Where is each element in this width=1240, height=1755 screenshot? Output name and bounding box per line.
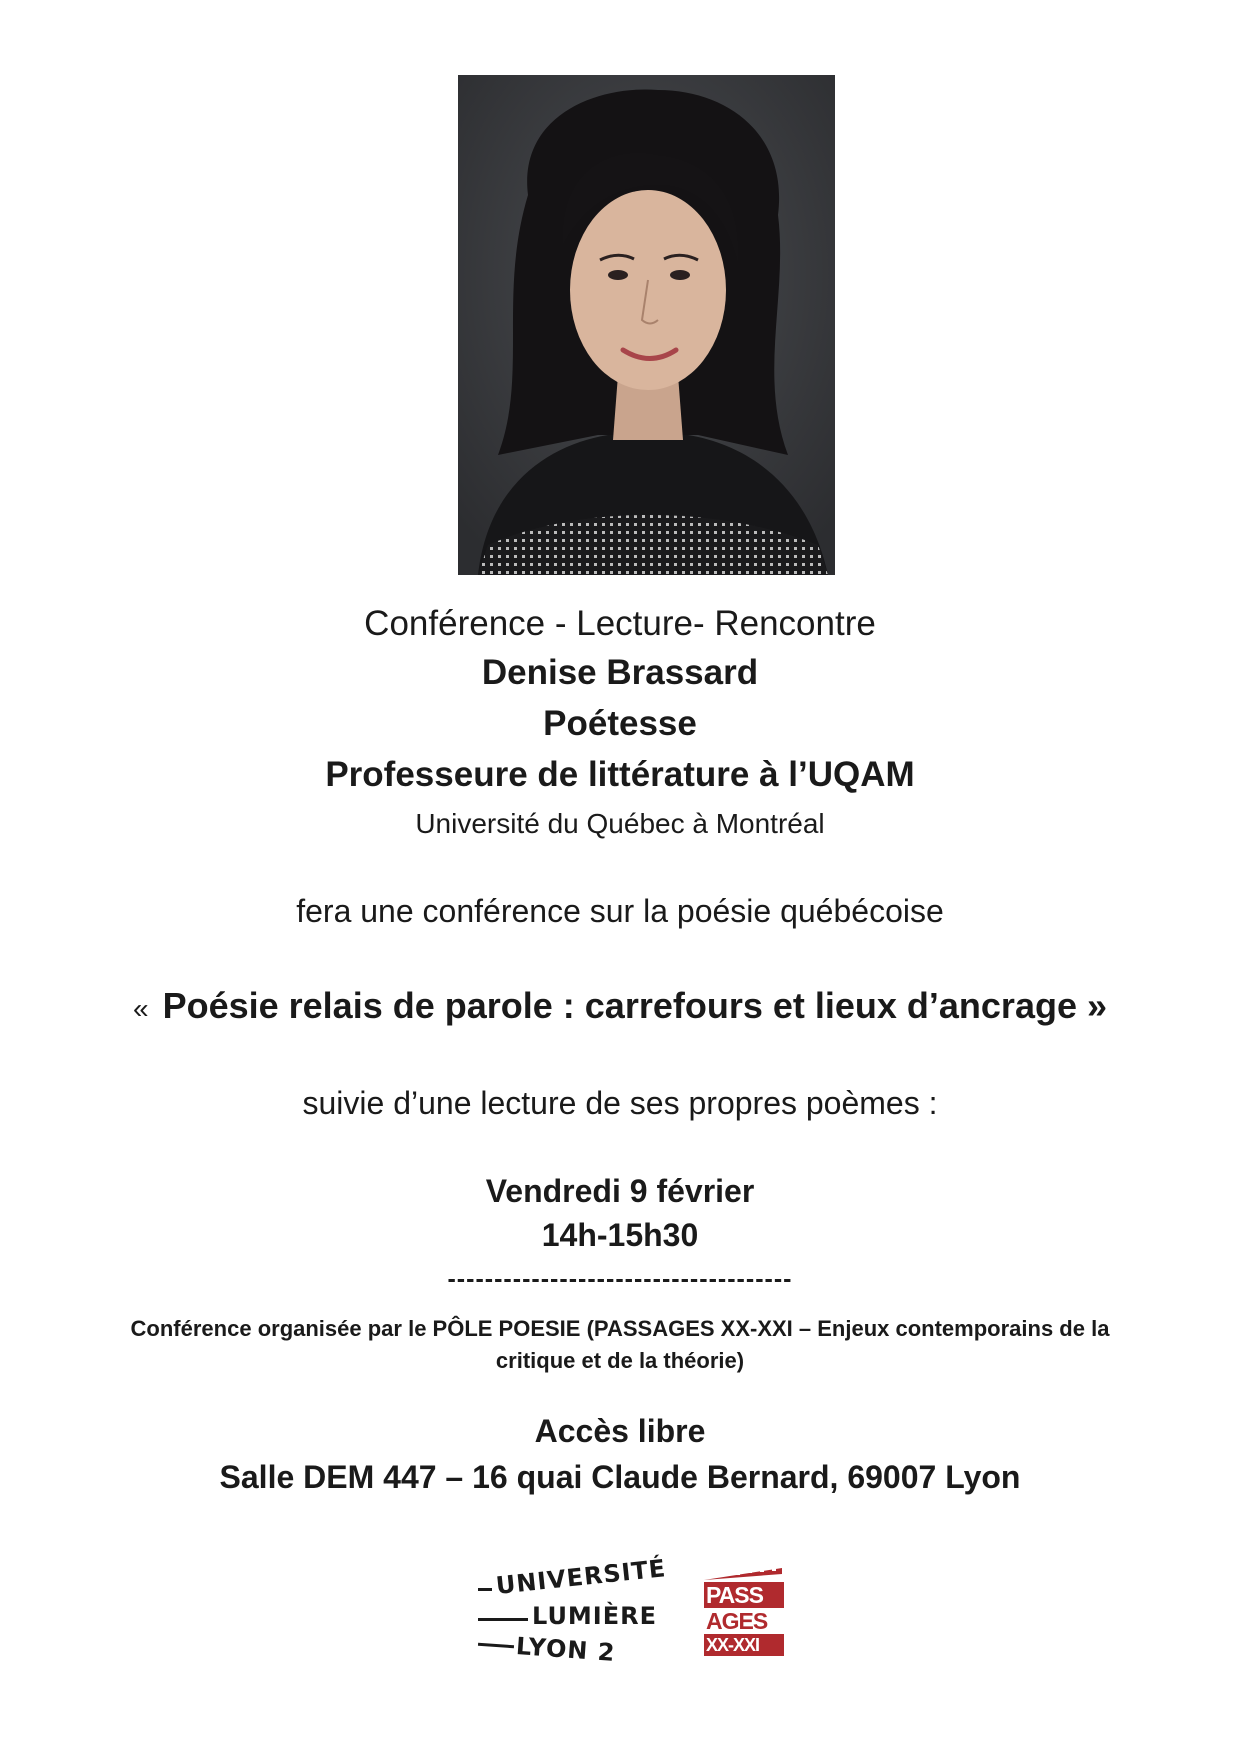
passages-line-3: XX-XXI — [704, 1634, 784, 1656]
lyon2-logo-line-2: LUMIÈRE — [532, 1602, 658, 1630]
event-time: 14h-15h30 — [541, 1217, 699, 1253]
speaker-position: Professeure de littérature à l’UQAM — [325, 755, 915, 794]
film-strip-icon — [704, 1566, 782, 1580]
conference-title — [0, 985, 1240, 1027]
followup-text: suivie d’une lecture de ses propres poèmes : — [302, 1085, 938, 1121]
lyon2-dash — [478, 1618, 528, 1621]
organizer-line-2: critique et de la théorie) — [495, 1348, 745, 1373]
passages-line-1: PASS — [704, 1582, 784, 1608]
passages-logo — [704, 1566, 788, 1662]
speaker-university: Université du Québec à Montréal — [415, 808, 825, 839]
speaker-role: Poétesse — [543, 704, 697, 743]
speaker-photo — [458, 75, 835, 575]
portrait-illustration — [458, 75, 835, 575]
access-info: Accès libre — [534, 1413, 706, 1449]
intro-text: fera une conférence sur la poésie québécoise — [296, 893, 944, 929]
lyon2-dash — [478, 1643, 514, 1649]
title-text: Poésie relais de parole : carrefours et lieux d’ancrage » — [162, 985, 1107, 1026]
lyon2-logo-line-1: UNIVERSITÉ — [494, 1554, 668, 1600]
title-open-quote: « — [133, 993, 149, 1024]
event-date: Vendredi 9 février — [485, 1173, 755, 1209]
lyon2-logo — [478, 1554, 673, 1667]
passages-line-2: AGES — [704, 1608, 784, 1634]
lyon2-dash — [478, 1588, 492, 1591]
speaker-name: Denise Brassard — [481, 653, 759, 692]
event-type: Conférence - Lecture- Rencontre — [364, 604, 876, 643]
logos-row — [478, 1554, 798, 1668]
event-location: Salle DEM 447 – 16 quai Claude Bernard, 69007 Lyon — [219, 1459, 1021, 1495]
lyon2-logo-line-3: LYON 2 — [515, 1632, 617, 1667]
separator: ------------------------------------- — [447, 1265, 793, 1293]
organizer-line-1: Conférence organisée par le PÔLE POESIE (PASSAGES XX-XXI – Enjeux contemporains de la — [130, 1316, 1110, 1341]
